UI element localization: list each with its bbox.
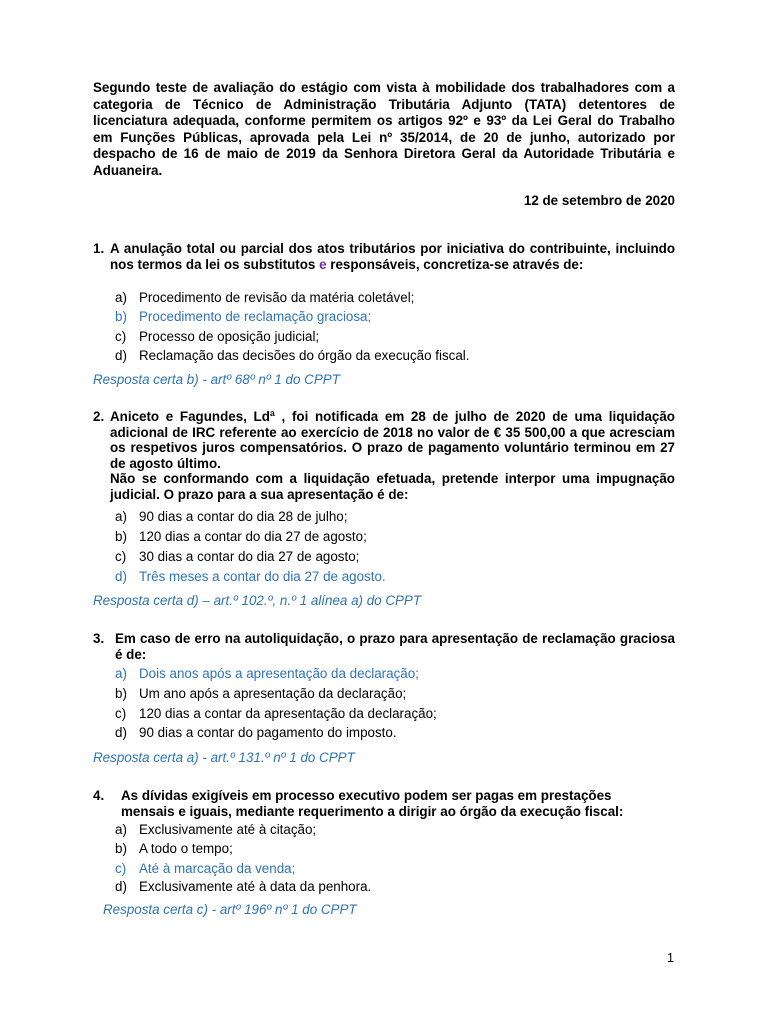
question-text [110, 409, 675, 503]
option-text: 90 dias a contar do pagamento do imposto. [139, 725, 397, 740]
question-text-part: Não se conformando com a liquidação efetuada, pretende interpor uma impugnação judicial. O prazo para a sua apresentação é de: [110, 471, 675, 502]
option-text: Procedimento de revisão da matéria coletável; [139, 290, 415, 305]
question-number: 4. [93, 788, 105, 803]
option-text: Três meses a contar do dia 27 de agosto. [139, 569, 386, 584]
option-label: b) [115, 686, 127, 701]
option-text: Reclamação das decisões do órgão da execução fiscal. [139, 348, 470, 363]
question-number: 1. [93, 241, 105, 256]
option-text: Exclusivamente até à data da penhora. [139, 879, 372, 894]
answer-note: Resposta certa c) - artº 196º nº 1 do CPPT [103, 902, 357, 917]
question-text: Em caso de erro na autoliquidação, o prazo para apresentação de reclamação graciosa é de: [115, 631, 675, 662]
option-label: c) [115, 329, 127, 344]
answer-note: Resposta certa d) – art.º 102.º, n.º 1 alínea a) do CPPT [93, 593, 422, 608]
option-text: Até à marcação da venda; [139, 861, 296, 876]
option-text: Um ano após a apresentação da declaração; [139, 686, 407, 701]
option-text: 90 dias a contar do dia 28 de julho; [139, 509, 348, 524]
option-text: 120 dias a contar da apresentação da declaração; [139, 706, 437, 721]
option-label: d) [115, 348, 127, 363]
option-text: 120 dias a contar do dia 27 de agosto; [139, 529, 367, 544]
question-text: As dívidas exigíveis em processo executivo podem ser pagas em prestações mensais e iguais, mediante requerimento a dirigir ao órgão da execução fiscal: [121, 788, 624, 819]
option-label: b) [115, 529, 127, 544]
option-label: d) [115, 725, 127, 740]
option-text: Processo de oposição judicial; [139, 329, 320, 344]
answer-note: Resposta certa a) - art.º 131.º nº 1 do CPPT [93, 750, 355, 765]
option-text: Procedimento de reclamação graciosa; [139, 309, 372, 324]
question-text [110, 241, 675, 272]
option-text: Exclusivamente até à citação; [139, 822, 317, 837]
option-label: b) [115, 841, 127, 856]
option-label: d) [115, 569, 127, 584]
page-number: 1 [667, 951, 674, 965]
option-text: 30 dias a contar do dia 27 de agosto; [139, 549, 360, 564]
option-label: b) [115, 309, 127, 324]
highlighted-word: e [319, 256, 327, 272]
option-label: c) [115, 549, 127, 564]
question-text-part: responsáveis, concretiza-se através de: [326, 256, 584, 272]
option-text: Dois anos após a apresentação da declaração; [139, 666, 419, 681]
question-text-part: A anulação total ou parcial dos atos tributários por iniciativa do contribuinte, incluindo nos termos da lei os substitutos [110, 241, 675, 272]
option-label: a) [115, 666, 127, 681]
intro-paragraph: Segundo teste de avaliação do estágio com vista à mobilidade dos trabalhadores com a categoria de Técnico de Administração Tributária Adjunto (TATA) detentores de licenciatura adequada, conforme permitem os artigos 92º e 93º da Lei Geral do Trabalho em Funções Públicas, aprovada pela Lei nº 35/2014, de 20 de junho, autorizado por despacho de 16 de maio de 2019 da Senhora Diretora Geral da Autoridade Tributária e Aduaneira. [93, 80, 675, 178]
question-text-part: Aniceto e Fagundes, Ldª , foi notificada em 28 de julho de 2020 de uma liquidação adicional de IRC referente ao exercício de 2018 no valor de € 35 500,00 a que acresciam os respetivos juros compensatórios. O prazo de pagamento voluntário terminou em 27 de agosto último. [110, 409, 675, 471]
option-label: c) [115, 861, 127, 876]
option-label: c) [115, 706, 127, 721]
option-text: A todo o tempo; [139, 841, 233, 856]
test-date: 12 de setembro de 2020 [523, 193, 675, 208]
option-label: a) [115, 290, 127, 305]
question-number: 3. [93, 631, 105, 646]
answer-note: Resposta certa b) - artº 68º nº 1 do CPPT [93, 372, 340, 387]
option-label: a) [115, 822, 127, 837]
option-label: a) [115, 509, 127, 524]
question-number: 2. [93, 409, 105, 424]
option-label: d) [115, 879, 127, 894]
